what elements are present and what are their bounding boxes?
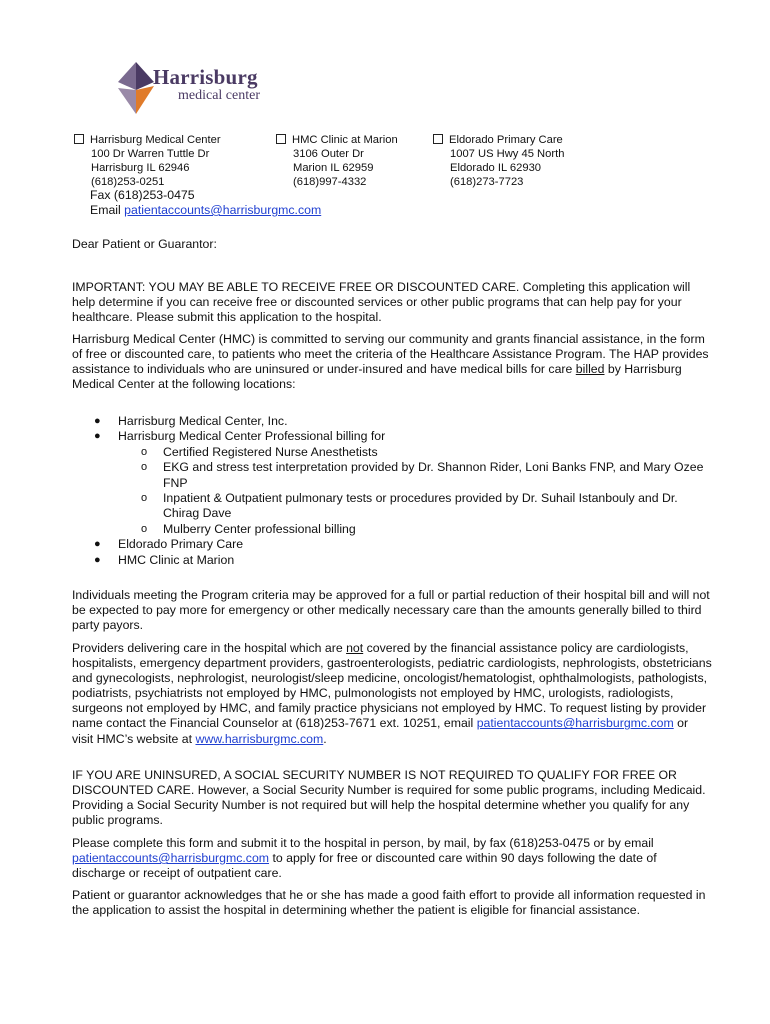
bullet-icon: ●	[94, 538, 101, 551]
providers-text-b: covered by the financial assistance policy are cardiologists, hospitalists, emergency department providers, gastroenterologists, pediatric cardiologists, nephrologists, obstetricians and gynecologists, nephrologist, neurologist/sleep medicine, oncologist/hematologist, ophthalmologists, pathologists, podiatrists, psychiatrists not employed by HMC, pulmonologists not employed by HMC, urologists, radiologists, surgeons not employed by HMC, and family practice physicians not employed by HMC. To request listing by provider name contact the Financial Counselor at (618)253-7671 ext. 10251, email	[72, 641, 712, 731]
contact-block	[90, 188, 321, 218]
location-city: Marion IL 62959	[293, 162, 374, 174]
important-notice	[72, 280, 712, 325]
location-phone: (618)997-4332	[293, 176, 367, 188]
submit-paragraph	[72, 836, 712, 881]
logo-subtitle: medical center	[178, 88, 261, 103]
list-item	[72, 553, 712, 568]
sub-list-item	[118, 445, 712, 460]
list-item-text: Eldorado Primary Care	[118, 537, 244, 552]
ssn-text: IF YOU ARE UNINSURED, A SOCIAL SECURITY NUMBER IS NOT REQUIRED TO QUALIFY FOR FREE OR DISCOUNTED CARE. However, a Social Security Number is required for some public programs, including Medicaid. Providing a Social Security Number is not required but will help the hospital determine whether you qualify for any public programs.	[72, 768, 706, 828]
intro-underlined: billed	[575, 362, 605, 377]
reduction-text: Individuals meeting the Program criteria may be approved for a full or partial reduction of their hospital bill and will not be expected to pay more for emergency or other medically necessary care than the amounts generally billed to third party payors.	[72, 588, 710, 633]
location-phone: (618)253-0251	[91, 176, 165, 188]
acknowledgement-text: Patient or guarantor acknowledges that he or she has made a good faith effort to provide all information requested in the application to assist the hospital in determining whether the patient is eligible for financial assistance.	[72, 888, 706, 918]
providers-not: not	[346, 641, 364, 655]
providers-text-d: .	[323, 731, 327, 746]
list-item-text: Harrisburg Medical Center Professional billing for	[118, 429, 386, 444]
location-name: Harrisburg Medical Center	[90, 134, 221, 146]
sub-list-item	[118, 522, 712, 537]
checkbox-eldorado[interactable]	[433, 134, 443, 144]
location-marion	[276, 133, 398, 189]
sub-list-item	[118, 460, 712, 491]
location-name: HMC Clinic at Marion	[292, 134, 398, 146]
submit-text-a: Please complete this form and submit it to the hospital in person, by mail, by fax (618)253-0475 or by email	[72, 836, 654, 850]
circle-bullet-icon: o	[141, 492, 148, 505]
circle-bullet-icon: o	[141, 445, 148, 458]
location-address: 3106 Outer Dr	[293, 148, 364, 160]
list-item-text: Harrisburg Medical Center, Inc.	[118, 414, 288, 428]
important-text: IMPORTANT: YOU MAY BE ABLE TO RECEIVE FREE OR DISCOUNTED CARE. Completing this application will help determine if you can receive free or discounted services or other public programs that can help pay for your healthcare. Please submit this application to the hospital.	[72, 280, 691, 325]
logo-name: Harrisburg	[153, 65, 258, 89]
location-address: 1007 US Hwy 45 North	[450, 148, 565, 160]
sub-list	[118, 445, 712, 537]
bullet-icon: ●	[94, 430, 101, 443]
sub-item-text: Certified Registered Nurse Anesthetists	[163, 444, 378, 459]
location-name: Eldorado Primary Care	[449, 134, 563, 146]
reduction-paragraph	[72, 588, 712, 633]
sub-item-text: Mulberry Center professional billing	[163, 521, 356, 536]
harrisburg-logo	[116, 60, 276, 120]
bullet-icon: ●	[94, 553, 101, 566]
list-item-text: HMC Clinic at Marion	[118, 552, 235, 567]
locations-list	[72, 414, 712, 568]
location-address: 100 Dr Warren Tuttle Dr	[91, 148, 210, 160]
submit-text-b: to apply for free or discounted care within 90 days following the date of discharge or receipt of outpatient care.	[72, 851, 657, 881]
ssn-paragraph	[72, 768, 712, 828]
circle-bullet-icon: o	[141, 522, 148, 535]
website-link[interactable]: www.harrisburgmc.com	[195, 731, 324, 746]
location-phone: (618)273-7723	[450, 176, 524, 188]
location-eldorado	[433, 133, 564, 189]
providers-text-a: Providers delivering care in the hospital which are	[72, 641, 347, 655]
providers-email-link[interactable]: patientaccounts@harrisburgmc.com	[476, 716, 674, 731]
location-city: Harrisburg IL 62946	[91, 162, 190, 174]
sub-list-item	[118, 491, 712, 522]
providers-text-c: or visit HMC’s website at	[72, 716, 689, 746]
salutation: Dear Patient or Guarantor:	[72, 237, 217, 251]
list-item	[72, 537, 712, 552]
sub-item-text: Inpatient & Outpatient pulmonary tests or procedures provided by Dr. Suhail Istanbouly and Dr. Chirag Dave	[163, 491, 678, 521]
checkbox-harrisburg[interactable]	[74, 134, 84, 144]
list-item	[72, 414, 712, 429]
intro-tail: by Harrisburg Medical Center at the following locations:	[72, 362, 682, 392]
email-link[interactable]: patientaccounts@harrisburgmc.com	[124, 203, 322, 217]
fax-number: Fax (618)253-0475	[90, 188, 195, 202]
location-city: Eldorado IL 62930	[450, 162, 542, 174]
intro-paragraph	[72, 332, 712, 392]
location-harrisburg	[74, 133, 221, 189]
intro-text: Harrisburg Medical Center (HMC) is committed to serving our community and grants financial assistance, in the form of free or discounted care, to patients who meet the criteria of the Healthcare Assistance Program. The HAP provides assistance to individuals who are uninsured or under-insured and have medical bills for care	[72, 332, 709, 377]
bullet-icon: ●	[94, 415, 101, 427]
logo-mark-icon	[116, 60, 156, 116]
providers-paragraph	[72, 641, 712, 747]
acknowledgement-paragraph	[72, 888, 712, 918]
list-item	[72, 429, 712, 537]
checkbox-marion[interactable]	[276, 134, 286, 144]
circle-bullet-icon: o	[141, 461, 148, 474]
sub-item-text: EKG and stress test interpretation provided by Dr. Shannon Rider, Loni Banks FNP, and Mary Ozee FNP	[163, 460, 704, 490]
submit-email-link[interactable]: patientaccounts@harrisburgmc.com	[72, 851, 270, 866]
email-label: Email	[90, 203, 125, 217]
